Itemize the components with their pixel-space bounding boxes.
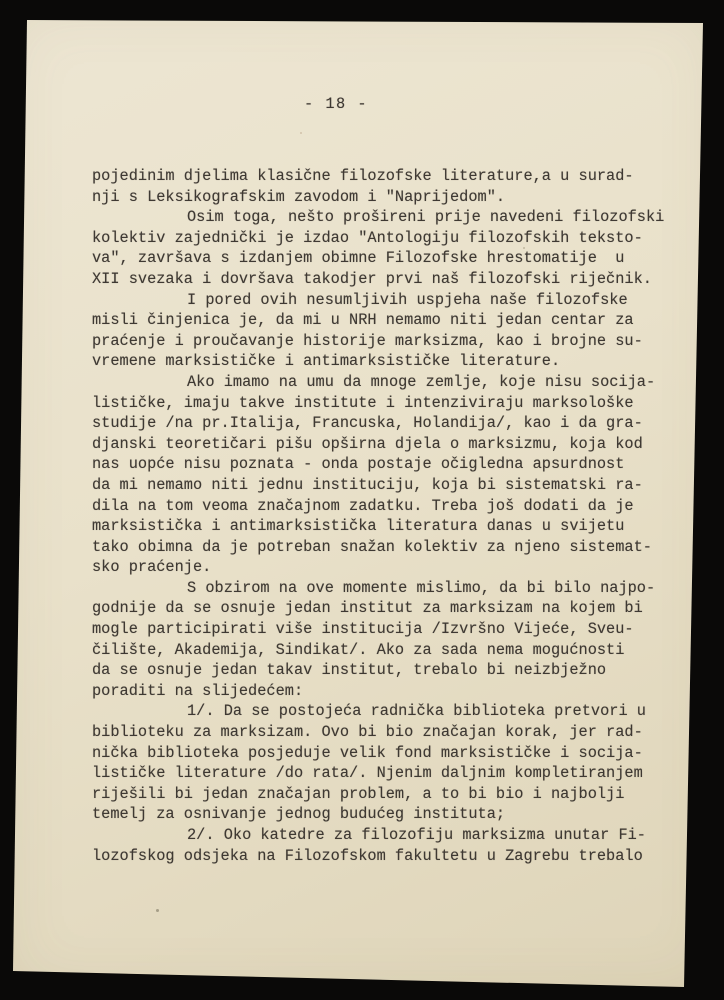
text-line: tako obimna da je potreban snažan kolektiv za njeno sistemat-	[92, 537, 652, 556]
text-line: Osim toga, nešto prošireni prije navedeni filozofski	[187, 208, 665, 227]
text-line: nji s Leksikografskim zavodom i "Naprijedom".	[92, 187, 506, 206]
text-line: temelj za osnivanje jednog budućeg instituta;	[92, 805, 506, 824]
text-line: vremene marksističke i antimarksističke literature.	[92, 352, 561, 371]
document-text	[92, 166, 667, 866]
paper-speck	[300, 132, 302, 134]
text-line: poraditi na slijedećem:	[92, 681, 304, 700]
text-line: marksistička i antimarksistička literatura danas u svijetu	[92, 517, 625, 536]
text-line: I pored ovih nesumljivih uspjeha naše filozofske	[187, 290, 628, 309]
text-line: lističke literature /do rata/. Njenim daljnim kompletiranjem	[92, 764, 643, 783]
text-line: da se osnuje jedan takav institut, trebalo bi neizbježno	[92, 661, 607, 680]
text-line: nas uopće nisu poznata - onda postaje očigledna apsurdnost	[92, 455, 625, 474]
text-line: praćenje i proučavanje historije marksizma, kao i brojne su-	[92, 331, 643, 350]
paper-speck	[156, 909, 159, 912]
text-line: biblioteku za marksizam. Ovo bi bio značajan korak, jer rad-	[92, 723, 643, 742]
text-line: riješili bi jedan značajan problem, a to bi bio i najbolji	[92, 784, 625, 803]
text-line: djanski teoretičari pišu opširna djela o marksizmu, koja kod	[92, 434, 643, 453]
text-line: mogle participirati više institucija /Izvršno Vijeće, Sveu-	[92, 620, 634, 639]
text-line: sko praćenje.	[92, 558, 212, 577]
text-line: S obzirom na ove momente mislimo, da bi bilo najpo-	[187, 578, 656, 597]
text-line: misli činjenica je, da mi u NRH nemamo niti jedan centar za	[92, 311, 634, 330]
text-line: pojedinim djelima klasične filozofske literature,a u surad-	[92, 167, 634, 185]
text-line: 2/. Oko katedre za filozofiju marksizma unutar Fi-	[187, 826, 646, 844]
text-line: 1/. Da se postojeća radnička biblioteka pretvori u	[187, 702, 646, 721]
text-line: studije /na pr.Italija, Francuska, Holandija/, kao i da gra-	[92, 414, 643, 433]
text-line: čilište, Akademija, Sindikat/. Ako za sada nema mogućnosti	[92, 640, 625, 659]
text-line: va", završava s izdanjem obimne Filozofske hrestomatije u	[92, 249, 625, 268]
page-number: - 18 -	[304, 95, 369, 113]
text-line: lozofskog odsjeka na Filozofskom fakultetu u Zagrebu trebalo	[92, 846, 643, 865]
text-line: XII svezaka i dovršava takodjer prvi naš filozofski riječnik.	[92, 269, 652, 288]
text-line: Ako imamo na umu da mnoge zemlje, koje nisu socija-	[187, 372, 656, 391]
text-line: lističke, imaju takve institute i intenziviraju marksološke	[92, 393, 634, 412]
text-line: godnije da se osnuje jedan institut za marksizam na kojem bi	[92, 599, 643, 618]
text-line: dila na tom veoma značajnom zadatku. Treba još dodati da je	[92, 496, 634, 515]
text-line: nička biblioteka posjeduje velik fond marksističke i socija-	[92, 743, 643, 762]
text-line: kolektiv zajednički je izdao "Antologiju filozofskih teksto-	[92, 228, 643, 247]
text-line: da mi nemamo niti jednu instituciju, koja bi sistematski ra-	[92, 475, 643, 494]
